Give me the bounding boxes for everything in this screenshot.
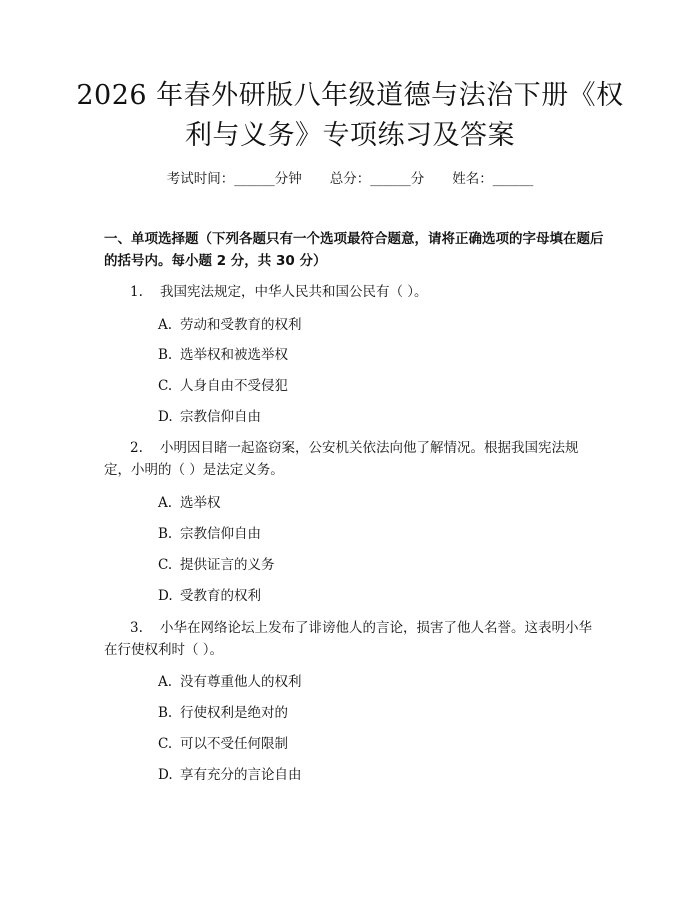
option-letter: B. [158, 347, 173, 363]
option-letter: B. [158, 705, 173, 721]
question-3 [104, 617, 604, 661]
question-3-option-c [158, 734, 288, 754]
option-letter: A. [158, 674, 173, 690]
option-text: 选举权 [180, 495, 221, 511]
question-3-option-a [158, 672, 302, 692]
option-letter: C. [158, 557, 173, 573]
option-letter: C. [158, 378, 173, 394]
option-letter: D. [158, 409, 173, 425]
question-2-option-a [158, 493, 221, 513]
question-3-option-b [158, 703, 288, 723]
option-text: 提供证言的义务 [180, 557, 275, 573]
document-title-line2: 利与义务》专项练习及答案 [185, 120, 515, 151]
question-number: 1. [130, 284, 143, 300]
question-1-option-b [158, 345, 288, 365]
option-letter: C. [158, 736, 173, 752]
option-text: 劳动和受教育的权利 [180, 317, 302, 333]
question-1 [104, 281, 604, 303]
question-2 [104, 437, 604, 481]
question-2-option-c [158, 555, 275, 575]
question-2-option-d [158, 586, 261, 606]
option-text: 可以不受任何限制 [180, 736, 288, 752]
question-text: 小明因目睹一起盗窃案，公安机关依法向他了解情况。根据我国宪法规定，小明的（ ）是法定义务。 [104, 440, 579, 478]
question-1-option-d [158, 407, 261, 427]
option-text: 宗教信仰自由 [180, 409, 261, 425]
option-letter: A. [158, 317, 173, 333]
exam-time-field: 考试时间：______分钟 [166, 171, 302, 187]
option-text: 受教育的权利 [180, 588, 261, 604]
question-number: 2. [130, 440, 143, 456]
option-text: 行使权利是绝对的 [180, 705, 288, 721]
option-text: 人身自由不受侵犯 [180, 378, 288, 394]
option-text: 宗教信仰自由 [180, 526, 261, 542]
question-text: 小华在网络论坛上发布了诽谤他人的言论，损害了他人名誉。这表明小华在行使权利时（ ）。 [104, 620, 592, 658]
exam-info-line [0, 167, 700, 187]
option-letter: B. [158, 526, 173, 542]
student-name-field: 姓名：______ [452, 171, 534, 187]
question-1-option-a [158, 315, 302, 335]
option-letter: D. [158, 588, 173, 604]
option-letter: A. [158, 495, 173, 511]
document-title-line1: 2026 年春外研版八年级道德与法治下册《权 [76, 80, 624, 111]
question-number: 3. [130, 620, 143, 636]
option-text: 享有充分的言论自由 [180, 767, 302, 783]
section-heading: 一、单项选择题（下列各题只有一个选项最符合题意，请将正确选项的字母填在题后的括号内。每小题 2 分，共 30 分） [104, 231, 604, 269]
option-letter: D. [158, 767, 173, 783]
question-3-option-d [158, 765, 302, 785]
question-1-option-c [158, 376, 288, 396]
total-score-field: 总分：______分 [329, 171, 425, 187]
option-text: 没有尊重他人的权利 [180, 674, 302, 690]
question-text: 我国宪法规定，中华人民共和国公民有（ ）。 [160, 284, 428, 300]
question-2-option-b [158, 524, 261, 544]
option-text: 选举权和被选举权 [180, 347, 288, 363]
